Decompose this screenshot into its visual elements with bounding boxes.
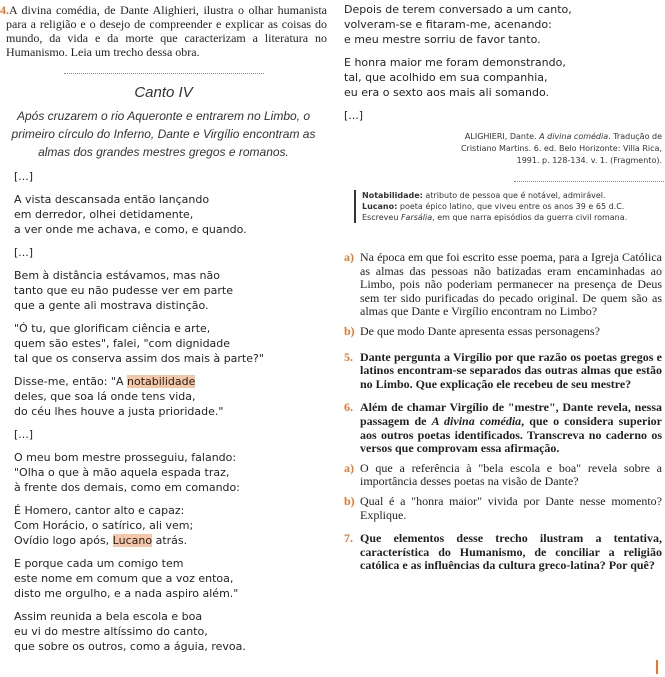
verse: Com Horácio, o satírico, ali vem; — [14, 519, 194, 532]
verse: eu vi do mestre altíssimo do canto, — [14, 625, 208, 638]
verse: E porque cada um comigo tem — [14, 557, 184, 570]
verse: em derredor, olhei detidamente, — [14, 208, 194, 221]
glossary-definition: atributo de pessoa que é notável, admirável. — [422, 191, 606, 200]
question-4b — [344, 325, 662, 339]
verse: Assim reunida a bela escola e boa — [14, 610, 203, 623]
glossary-definition: , em que narra episódios da guerra civil romana. — [432, 213, 628, 222]
question-4-intro — [0, 3, 327, 59]
credit-line — [344, 131, 662, 143]
verse: A vista descansada então lançando — [14, 193, 210, 206]
verse: tanto que eu não pudesse ver em parte — [14, 284, 233, 297]
verse-text: atrás. — [152, 534, 188, 547]
right-column — [344, 0, 662, 579]
question-6a — [344, 462, 662, 489]
page-edge-marker — [656, 660, 658, 674]
verse: É Homero, cantor alto e capaz: — [14, 504, 185, 517]
stanza — [344, 55, 662, 100]
question-book-title: A divina comédia — [431, 413, 522, 428]
question-6 — [344, 401, 662, 455]
verse: e meu mestre sorriu de favor tanto. — [344, 33, 541, 46]
question-label: a) — [344, 250, 354, 264]
question-label: b) — [344, 323, 355, 338]
verse: quem são estes", falei, "com dignidade — [14, 337, 231, 350]
poem-title: Canto IV — [134, 84, 193, 101]
verse: "Olha o que à mão aquela espada traz, — [14, 466, 230, 479]
ellipsis: [...] — [344, 109, 364, 122]
question-text: Dante pergunta a Virgílio por que razão os poetas gregos e latinos encontram-se separados das outras almas que estão no Limbo. Que explicação ele recebeu de seu mestre? — [360, 349, 662, 391]
verse: Depois de terem conversado a um canto, — [344, 3, 572, 16]
stanza — [14, 192, 327, 237]
question-4a — [344, 251, 662, 319]
verse — [14, 374, 327, 389]
stanza — [14, 556, 327, 601]
stanza — [14, 268, 327, 313]
divider — [514, 181, 664, 182]
glossary-entry — [362, 190, 662, 201]
stanza — [14, 503, 327, 548]
question-text: Qual é a "honra maior" vivida por Dante nesse momento? Explique. — [360, 493, 662, 522]
credit-text: . Tradução de — [608, 132, 662, 141]
divider — [64, 73, 264, 74]
question-text: O que a referência à "bela escola e boa" revela sobre a importância desses poetas na visão de Dante? — [360, 460, 662, 489]
poem-continuation — [344, 2, 662, 123]
verse: disto me orgulho, e a nada aspiro além." — [14, 587, 239, 600]
credit-text: ALIGHIERI, Dante. — [464, 132, 540, 141]
poem-text — [14, 169, 327, 654]
glossary-term: Lucano: — [362, 202, 398, 211]
credit-book-title: A divina comédia — [539, 132, 609, 141]
stanza — [14, 321, 327, 366]
ellipsis: [...] — [14, 428, 34, 441]
stanza — [14, 374, 327, 419]
verse: que a gente ali mostrava distinção. — [14, 299, 209, 312]
verse: este nome em comum que a voz entoa, — [14, 572, 234, 585]
highlighted-word-notabilidade: notabilidade — [127, 375, 196, 388]
verse: Bem à distância estávamos, mas não — [14, 269, 220, 282]
question-6b — [344, 495, 662, 522]
poem-intro: Após cruzarem o rio Aqueronte e entrarem no Limbo, o primeiro círculo do Inferno, Dante e Virgílio encontram as almas dos grandes mestres gregos e romanos. — [11, 109, 316, 159]
glossary-book-title: Farsália — [400, 213, 433, 222]
question-text: , que o considera superior aos outros poetas identificados. Transcreva no caderno os versos que comprovam essa afirmação. — [360, 413, 662, 456]
verse: eu era o sexto aos mais ali somando. — [344, 86, 550, 99]
question-label: a) — [344, 460, 354, 475]
verse-text: Ovídio logo após, — [14, 534, 113, 547]
verse: E honra maior me foram demonstrando, — [344, 56, 566, 69]
verse: do céu lhes houve a justa prioridade." — [14, 405, 224, 418]
question-label: 6. — [344, 400, 353, 415]
left-column — [0, 0, 327, 662]
verse: que sobre os outros, como a águia, revoa. — [14, 640, 246, 653]
verse: "Ó tu, que glorificam ciência e arte, — [14, 322, 211, 335]
verse: tal que os conserva assim dos mais à parte?" — [14, 352, 264, 365]
verse: O meu bom mestre prosseguiu, falando: — [14, 451, 237, 464]
ellipsis: [...] — [14, 170, 34, 183]
source-credit — [344, 131, 662, 167]
question-text: Além de chamar Virgílio de "mestre", Dante revela, nessa passagem de — [360, 400, 662, 428]
credit-line: 1991. p. 128-134. v. 1. (Fragmento). — [516, 156, 662, 165]
question-text: Que elementos desse trecho ilustram a tentativa, característica do Humanismo, de conciliar a religião católica e as influências da cultura greco-latina? Por quê? — [360, 531, 662, 573]
stanza — [14, 609, 327, 654]
verse: volveram-se e fitaram-me, acenando: — [344, 18, 552, 31]
credit-line: Cristiano Martins. 6. ed. Belo Horizonte: Villa Rica, — [460, 144, 662, 153]
glossary — [354, 190, 662, 223]
question-label: b) — [344, 493, 355, 508]
highlighted-word-lucano: Lucano — [112, 534, 153, 547]
question-5 — [344, 351, 662, 392]
question-number: 4. — [0, 3, 9, 17]
ellipsis: [...] — [14, 246, 34, 259]
glossary-definition: poeta épico latino, que viveu entre os anos 39 e 65 d.C. Escreveu — [362, 202, 625, 222]
question-text: De que modo Dante apresenta essas personagens? — [360, 323, 600, 338]
verse: à frente dos demais, como em comando: — [14, 481, 240, 494]
intro-text: A divina comédia, de Dante Alighieri, ilustra o olhar humanista para a religião e o desejo de compreender e explicar as coisas do mundo, da vida e da morte que caracterizam a literatura no Humanismo. Leia um trecho dessa obra. — [6, 3, 327, 59]
question-label: 5. — [344, 349, 353, 364]
verse-text: Disse-me, então: "A — [14, 375, 128, 388]
glossary-entry — [362, 201, 662, 223]
stanza — [14, 450, 327, 495]
glossary-term: Notabilidade: — [362, 191, 423, 200]
question-text: Na época em que foi escrito esse poema, para a Igreja Católica as almas das pessoas não batizadas eram encaminhadas ao Limbo, pois não poderiam permanecer na presença de Deus sem ter sido purificadas do pecado original. De quem são as almas que Dante e Virgílio encontram no Limbo? — [360, 250, 662, 319]
verse: deles, que soa lá onde tens vida, — [14, 390, 196, 403]
question-7 — [344, 532, 662, 573]
question-label: 7. — [344, 531, 353, 546]
verse: a ver onde me achava, e como, e quando. — [14, 223, 247, 236]
stanza — [344, 2, 662, 47]
verse: tal, que acolhido em sua companhia, — [344, 71, 548, 84]
verse — [14, 533, 327, 548]
